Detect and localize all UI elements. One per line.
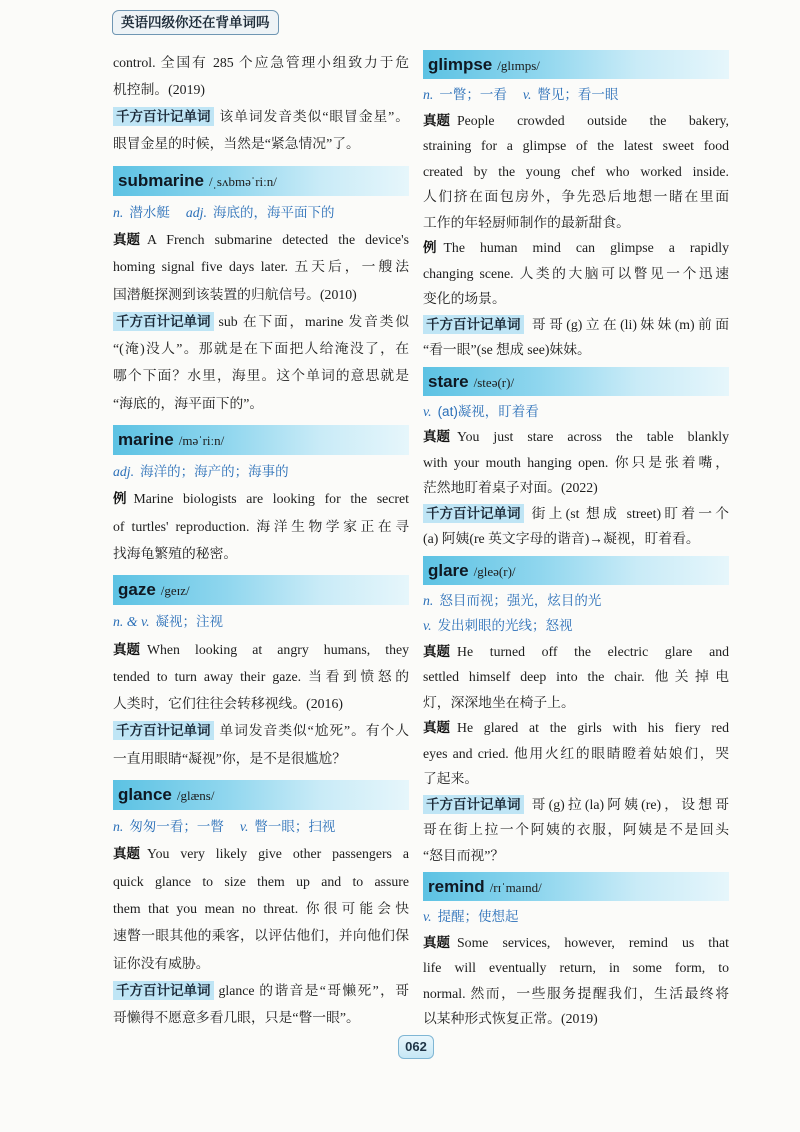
memory-tip-text: 街上(st 想成 street)盯着一个 [528,505,729,521]
meaning: (at)凝视，盯着看 [437,403,539,419]
exam-quote-label: 真题 [113,641,140,657]
meaning: 瞥见；看一眼 [537,87,619,102]
memory-tip-label: 千方百计记单词 [423,504,524,523]
memory-tip-text: 一直用眼睛“凝视”你，是不是很尴尬？ [113,750,346,766]
exam-quote-text: You just stare across the table blankly [457,429,729,444]
memory-tip-block [113,103,409,158]
memory-tip-text: 哥(g)拉(la)阿姨(re)，设想哥 [528,796,729,812]
exam-quote-block [423,424,729,501]
headword: glimpse [428,55,493,74]
left-column [113,49,409,1032]
entry-submarine [113,166,409,417]
memory-tip-line [113,745,409,772]
memory-tip-label: 千方百计记单词 [113,312,214,331]
exam-quote-block [113,840,409,976]
part-of-speech: adj. [185,204,207,220]
entry-marine [113,425,409,567]
right-column [423,50,729,1032]
exam-quote-label: 真题 [113,231,140,247]
phonetic: /məˈriːn/ [178,433,225,449]
part-of-speech: n. [423,592,434,608]
memory-tip-text: 哥在街上拉一个阿姨的衣服，阿姨是不是回头 [423,822,729,837]
phonetic: /steə(r)/ [473,374,515,390]
exam-quote-line [423,184,729,210]
memory-tip-block [423,312,729,363]
memory-tip-text: 眼冒金星的时候，当然是“紧急情况”了。 [113,136,360,152]
page-number: 062 [398,1035,434,1059]
memory-tip-label: 千方百计记单词 [423,315,524,334]
memory-tip-line [423,792,729,818]
meaning: 海底的，海平面下的 [212,204,335,220]
exam-quote-text: People crowded outside the bakery, [457,112,729,128]
memory-tip-line [113,103,409,130]
exam-quote-text: 茫然地盯着桌子对面。(2022) [423,480,598,495]
memory-tip-text: (a) 阿姨(re 英文字母的谐音)→凝视，盯着看。 [423,531,700,546]
exam-quote-text: tended to turn away their gaze. 当看到愤怒的 [113,668,409,684]
memory-tip-line [113,390,409,417]
exam-quote-text: normal. 然而，一些服务提醒我们，生活最终将 [423,985,729,1001]
word-header-bar [423,367,729,396]
example-line [113,540,409,567]
definition-line [423,399,729,425]
exam-quote-line [423,424,729,450]
exam-quote-text: them that you mean no threat. 你很可能会快 [113,900,409,916]
word-header-bar [423,556,729,585]
memory-tip-label: 千方百计记单词 [113,107,214,126]
exam-quote-line [113,895,409,922]
word-header-bar [113,780,409,810]
phonetic: /rɪˈmaɪnd/ [489,880,542,895]
phonetic: /ˌsʌbməˈriːn/ [208,173,277,189]
exam-quote-line [423,133,729,159]
memory-tip-line [423,501,729,527]
memory-tip-text: sub 在下面，marine 发音类似 [218,313,409,329]
entry-stare [423,367,729,552]
headword: glare [428,560,469,580]
exam-quote-line [113,950,409,977]
memory-tip-line [113,308,409,335]
exam-quote-line [113,663,409,690]
exam-quote-line [423,159,729,185]
exam-quote-label: 真题 [423,429,450,444]
meaning: 发出刺眼的光线；怒视 [437,618,573,633]
part-of-speech: v. [239,819,249,835]
entry-glimpse [423,50,729,363]
meaning: 瞥一眼；扫视 [254,819,336,835]
part-of-speech: v. [423,909,432,924]
exam-quote-text: 了起来。 [423,771,479,786]
entry-gaze [113,575,409,772]
memory-tip-text: 哥哥(g)立在(li)妹妹(m)前面 [528,316,729,332]
exam-quote-text: eyes and cried. 他用火红的眼睛瞪着姑娘们，哭 [423,745,729,761]
exam-quote-line [423,690,729,716]
exam-quote-label: 真题 [423,934,450,950]
meaning: 潜水艇 [129,204,170,220]
exam-quote-text: He turned off the electric glare and [457,643,729,659]
example-line [423,286,729,312]
meaning: 怒目而视；强光，炫目的光 [439,592,602,608]
word-header-bar [113,425,409,455]
exam-quote-line [423,930,729,956]
memory-tip-label: 千方百计记单词 [113,721,214,740]
memory-tip-block [423,792,729,869]
exam-quote-text: 以某种形式恢复正常。(2019) [423,1011,598,1026]
exam-quote-line [423,450,729,476]
example-block [113,485,409,567]
exam-quote-line [423,210,729,236]
example-line [113,513,409,540]
example-label: 例 [423,240,437,255]
headword: submarine [118,170,204,190]
exam-quote-text: When looking at angry humans, they [147,641,409,657]
word-header-bar [423,50,729,79]
definition-line [423,613,729,639]
exam-quote-text: Some services, however, remind us that [457,934,729,950]
exam-quote-text: straining for a glimpse of the latest sweet food [423,138,729,153]
memory-tip-text: 哥懒得不愿意多看几眼，只是“瞥一眼”。 [113,1010,360,1026]
part-of-speech: v. [423,618,432,633]
headword: marine [118,430,174,450]
example-text: Marine biologists are looking for the secret [133,491,409,507]
word-header-bar [113,575,409,605]
exam-quote-line [113,868,409,895]
exam-quote-line [423,766,729,792]
definition-line [113,813,409,840]
meaning: 提醒；使想起 [437,909,519,924]
part-of-speech: adj. [113,464,135,480]
headword: gaze [118,580,156,600]
continued-text-line [113,49,409,76]
example-line [113,485,409,512]
example-line [423,261,729,287]
memory-tip-block [423,501,729,552]
exam-quote-text: 灯，深深地坐在椅子上。 [423,694,575,710]
exam-quote-block [113,636,409,718]
exam-quote-line [423,475,729,501]
memory-tip-text: glance 的谐音是“哥懒死”，哥 [218,982,409,998]
phonetic: /glæns/ [176,788,215,804]
exam-quote-text: 人们挤在面包房外，争先恐后地想一睹在里面 [423,189,729,204]
part-of-speech: n. [113,204,124,220]
exam-quote-block [423,108,729,236]
exam-quote-text: A French submarine detected the device's [147,231,409,247]
memory-tip-text: “看一眼”(se 想成 see)妹妹。 [423,342,591,357]
exam-quote-line [423,1006,729,1032]
meaning: 匆匆一看；一瞥 [129,819,224,835]
definition-line [423,82,729,108]
memory-tip-block [113,977,409,1032]
memory-tip-text: “海底的，海平面下的”。 [113,395,264,411]
entry-glare [423,556,729,869]
exam-quote-block [113,226,409,308]
exam-quote-block [423,930,729,1032]
memory-tip-text: “(淹)没人”。那就是在下面把人给淹没了，在 [113,341,409,357]
phonetic: /geɪz/ [160,583,190,599]
memory-tip-line [113,977,409,1004]
example-text: changing scene. 人类的大脑可以瞥见一个迅速 [423,265,729,281]
memory-tip-line [113,717,409,744]
exam-quote-line [113,226,409,253]
memory-tip-line [113,130,409,157]
entry-remind [423,872,729,1032]
exam-quote-line [423,639,729,665]
exam-quote-text: You very likely give other passengers a [147,846,409,862]
exam-quote-text: 速瞥一眼其他的乘客，以评估他们，并向他们保 [113,928,409,944]
example-text: of turtles' reproduction. 海洋生物学家正在寻 [113,518,409,534]
exam-quote-line [423,955,729,981]
word-header-bar [113,166,409,196]
memory-tip-text: “怒目而视”？ [423,847,505,863]
exam-quote-label: 真题 [113,846,140,862]
exam-quote-label: 真题 [423,643,450,659]
phonetic: /gleə(r)/ [473,563,516,579]
exam-quote-text: quick glance to size them up and to assure [113,873,409,889]
memory-tip-line [113,335,409,362]
exam-quote-text: with your mouth hanging open. 你只是张着嘴， [423,454,729,470]
exam-quote-text: 国潜艇探测到该装置的归航信号。(2010) [113,286,357,302]
exam-quote-label: 真题 [423,720,450,735]
definition-line [423,588,729,614]
headword: stare [428,371,469,391]
exam-quote-text: homing signal five days later. 五天后，一艘法 [113,259,409,275]
memory-tip-text: 单词发音类似“尬死”。有个人 [218,723,409,739]
exam-quote-line [113,281,409,308]
exam-quote-line [423,715,729,741]
example-text: 变化的场景。 [423,291,506,306]
example-line [423,235,729,261]
example-block [423,235,729,312]
exam-quote-text: created by the young chef who worked inside. [423,163,729,179]
exam-quote-block [423,639,729,716]
definition-line [423,904,729,930]
memory-tip-text: 该单词发音类似“眼冒金星”。 [218,109,409,125]
phonetic: /glɪmps/ [497,58,540,73]
part-of-speech: n. [423,87,434,102]
meaning: 凝视；注视 [155,614,224,630]
part-of-speech: n. [113,819,124,835]
exam-quote-block [423,715,729,792]
exam-quote-line [423,664,729,690]
exam-quote-line [423,108,729,134]
definition-line [113,199,409,226]
exam-quote-line [423,981,729,1007]
exam-quote-line [113,636,409,663]
exam-quote-line [113,253,409,280]
memory-tip-block [113,717,409,772]
continued-text-block [113,49,409,104]
exam-quote-label: 真题 [423,112,450,128]
memory-tip-line [423,817,729,843]
running-header: 英语四级你还在背单词吗 [112,10,279,35]
memory-tip-line [423,337,729,363]
example-text: 找海龟繁殖的秘密。 [113,545,238,561]
exam-quote-line [423,741,729,767]
exam-quote-text: He glared at the girls with his fiery red [457,720,729,735]
meaning: 一瞥；一看 [439,87,507,102]
part-of-speech: v. [423,403,432,419]
exam-quote-line [113,922,409,949]
headword: remind [428,877,485,896]
exam-quote-text: 人类时，它们往往会转移视线。(2016) [113,696,343,712]
exam-quote-line [113,840,409,867]
meaning: 海洋的；海产的；海事的 [140,464,289,480]
memory-tip-line [113,362,409,389]
headword: glance [118,785,172,805]
continued-text-line [113,76,409,103]
memory-tip-label: 千方百计记单词 [113,981,214,1000]
memory-tip-text: 哪个下面？水里，海里。这个单词的意思就是 [113,368,409,384]
part-of-speech: v. [522,87,532,102]
entry-glance [113,780,409,1031]
exam-quote-text: 工作的年轻厨师制作的最新甜食。 [423,214,630,230]
exam-quote-text: 证你没有威胁。 [113,955,210,971]
exam-quote-line [113,690,409,717]
definition-line [113,608,409,635]
exam-quote-text: life will eventually return, in some form, to [423,960,729,975]
continued-text-text: 机控制。(2019) [113,81,205,97]
memory-tip-line [423,526,729,552]
memory-tip-line [113,1004,409,1031]
definition-line [113,458,409,485]
word-header-bar [423,872,729,901]
memory-tip-line [423,843,729,869]
memory-tip-block [113,308,409,417]
example-label: 例 [113,491,127,507]
exam-quote-text: settled himself deep into the chair. 他关掉电 [423,669,729,684]
part-of-speech: n. & v. [113,614,150,630]
continued-text-text: control. 全国有 285 个应急管理小组致力于危 [113,54,409,70]
memory-tip-label: 千方百计记单词 [423,795,524,814]
example-text: The human mind can glimpse a rapidly [443,240,729,255]
memory-tip-line [423,312,729,338]
